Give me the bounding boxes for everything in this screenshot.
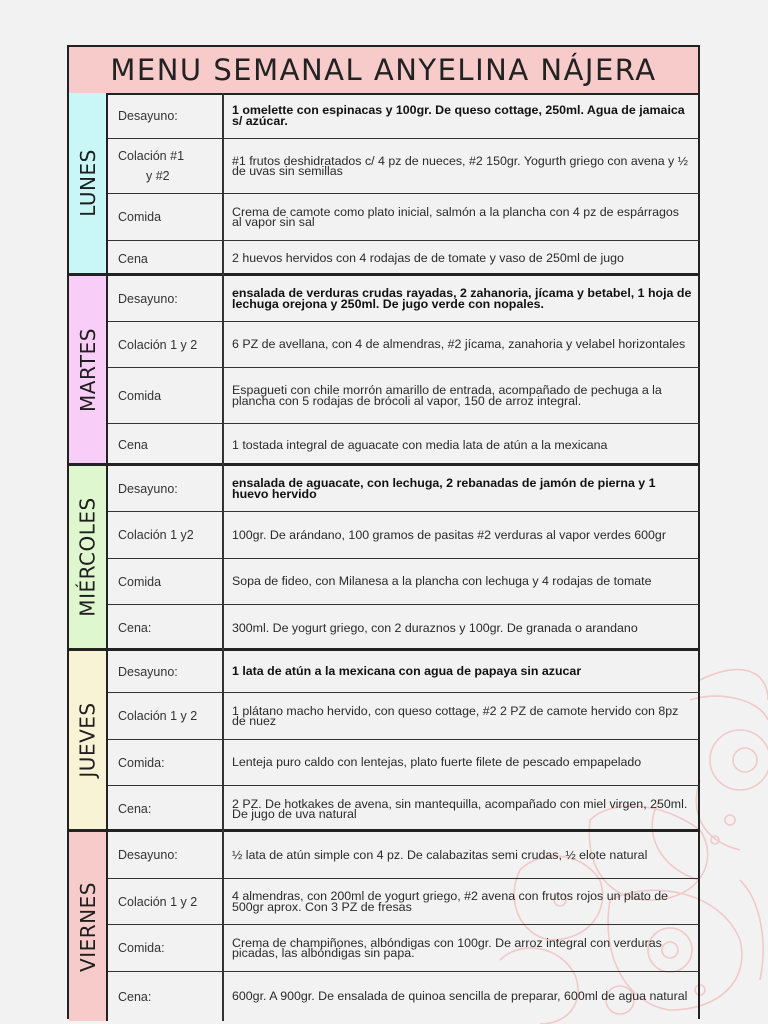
meal-label: Comida: — [108, 925, 224, 971]
meal-description: 1 omelette con espinacas y 100gr. De queso cottage, 250ml. Agua de jamaica s/ azúcar. — [232, 103, 685, 128]
meal-row — [108, 559, 700, 605]
day-label-lunes: LUNES — [69, 93, 108, 273]
meal-label: Cena: — [108, 786, 224, 832]
meal-label: Comida — [108, 559, 224, 604]
meal-label: Comida — [108, 368, 224, 423]
meal-row — [108, 512, 700, 559]
meal-label: Cena: — [108, 972, 224, 1021]
meal-row — [108, 322, 700, 368]
meal-label: Cena — [108, 424, 224, 466]
meal-row — [108, 93, 700, 139]
meal-row — [108, 740, 700, 786]
meal-row — [108, 925, 700, 972]
meal-description: Crema de camote como plato inicial, salmón a la plancha con 4 pz de espárragos al vapor sin sal — [232, 204, 679, 229]
meal-label: Desayuno: — [108, 651, 224, 692]
meal-label: Cena — [108, 241, 224, 276]
meal-row — [108, 368, 700, 424]
meal-label: Comida: — [108, 740, 224, 785]
meal-row — [108, 466, 700, 512]
day-section-martes — [69, 276, 700, 466]
meal-description: 2 huevos hervidos con 4 rodajas de de tomate y vaso de 250ml de jugo — [232, 251, 624, 266]
meal-description: 100gr. De arándano, 100 gramos de pasitas #2 verduras al vapor verdes 600gr — [232, 527, 666, 542]
meal-row — [108, 832, 700, 879]
meal-label: Colación 1 y 2 — [108, 322, 224, 367]
day-section-lunes — [69, 93, 700, 276]
meal-description: ensalada de aguacate, con lechuga, 2 rebanadas de jamón de pierna y 1 huevo hervido — [232, 476, 656, 501]
meal-label: Colación 1 y 2 — [108, 693, 224, 739]
meal-description: Crema de champiñones, albóndigas con 100gr. De arroz integral con verduras picadas, las albóndigas sin papa. — [232, 935, 662, 960]
meal-row — [108, 276, 700, 322]
meal-description: Espagueti con chile morrón amarillo de entrada, acompañado de pechuga a la plancha con 5 rodajas de brócoli al vapor, 150 de arroz integral. — [232, 383, 662, 408]
weekly-menu-table — [67, 45, 700, 1019]
day-label-viernes: VIERNES — [69, 832, 108, 1021]
meal-description: 2 PZ. De hotkakes de avena, sin mantequilla, acompañado con miel virgen, 250ml. De jugo de uva natural — [232, 796, 688, 821]
meal-description: 1 plátano macho hervido, con queso cottage, #2 2 PZ de camote hervido con 8pz de nuez — [232, 703, 679, 728]
meal-label: Desayuno: — [108, 832, 224, 878]
meal-label: Desayuno: — [108, 93, 224, 138]
meal-row — [108, 972, 700, 1021]
meal-row — [108, 424, 700, 466]
meal-label: Colación 1 y2 — [108, 512, 224, 558]
meal-row — [108, 879, 700, 925]
meal-description: 600gr. A 900gr. De ensalada de quinoa sencilla de preparar, 600ml de agua natural — [232, 989, 688, 1004]
meal-description: 4 almendras, con 200ml de yogurt griego, #2 avena con frutos rojos un plato de 500gr aprox. Con 3 PZ de fresas — [232, 889, 669, 914]
day-label-miercoles: MIÉRCOLES — [69, 466, 108, 648]
meal-row — [108, 651, 700, 693]
meal-label: Colación 1 y 2 — [108, 879, 224, 924]
day-section-viernes — [69, 832, 700, 1021]
meal-label: Comida — [108, 194, 224, 240]
meal-label: Cena: — [108, 605, 224, 651]
meal-row — [108, 194, 700, 241]
meal-description: 300ml. De yogurt griego, con 2 duraznos y 100gr. De granada o arandano — [232, 620, 638, 635]
meal-description: #1 frutos deshidratados c/ 4 pz de nueces, #2 150gr. Yogurth griego con avena y ½ de uvas sin semillas — [232, 153, 689, 178]
meal-row — [108, 139, 700, 194]
meal-description: 6 PZ de avellana, con 4 de almendras, #2 jícama, zanahoria y velabel horizontales — [232, 337, 686, 352]
meal-description: ensalada de verduras crudas rayadas, 2 zahanoria, jícama y betabel, 1 hoja de lechuga orejona y 250ml. De jugo verde con nopales. — [232, 286, 692, 311]
meal-description: 1 tostada integral de aguacate con media lata de atún a la mexicana — [232, 437, 608, 452]
meal-description: ½ lata de atún simple con 4 pz. De calabazitas semi crudas, ½ elote natural — [232, 847, 648, 862]
meal-row — [108, 241, 700, 276]
meal-label: Desayuno: — [108, 276, 224, 321]
title-bar — [69, 47, 698, 95]
meal-description: 1 lata de atún a la mexicana con agua de papaya sin azucar — [232, 664, 582, 679]
meal-description: Sopa de fideo, con Milanesa a la plancha con lechuga y 4 rodajas de tomate — [232, 574, 652, 589]
meal-description: Lenteja puro caldo con lentejas, plato fuerte filete de pescado empapelado — [232, 755, 642, 770]
day-section-jueves — [69, 651, 700, 832]
page-title: MENU SEMANAL ANYELINA NÁJERA — [110, 53, 657, 87]
day-label-martes: MARTES — [69, 276, 108, 463]
meal-label: Desayuno: — [108, 466, 224, 511]
meal-label: Colación #1 y #2 — [108, 139, 224, 193]
meal-row — [108, 693, 700, 740]
day-section-miercoles — [69, 466, 700, 651]
meal-row — [108, 605, 700, 651]
meal-row — [108, 786, 700, 832]
day-label-jueves: JUEVES — [69, 651, 108, 829]
